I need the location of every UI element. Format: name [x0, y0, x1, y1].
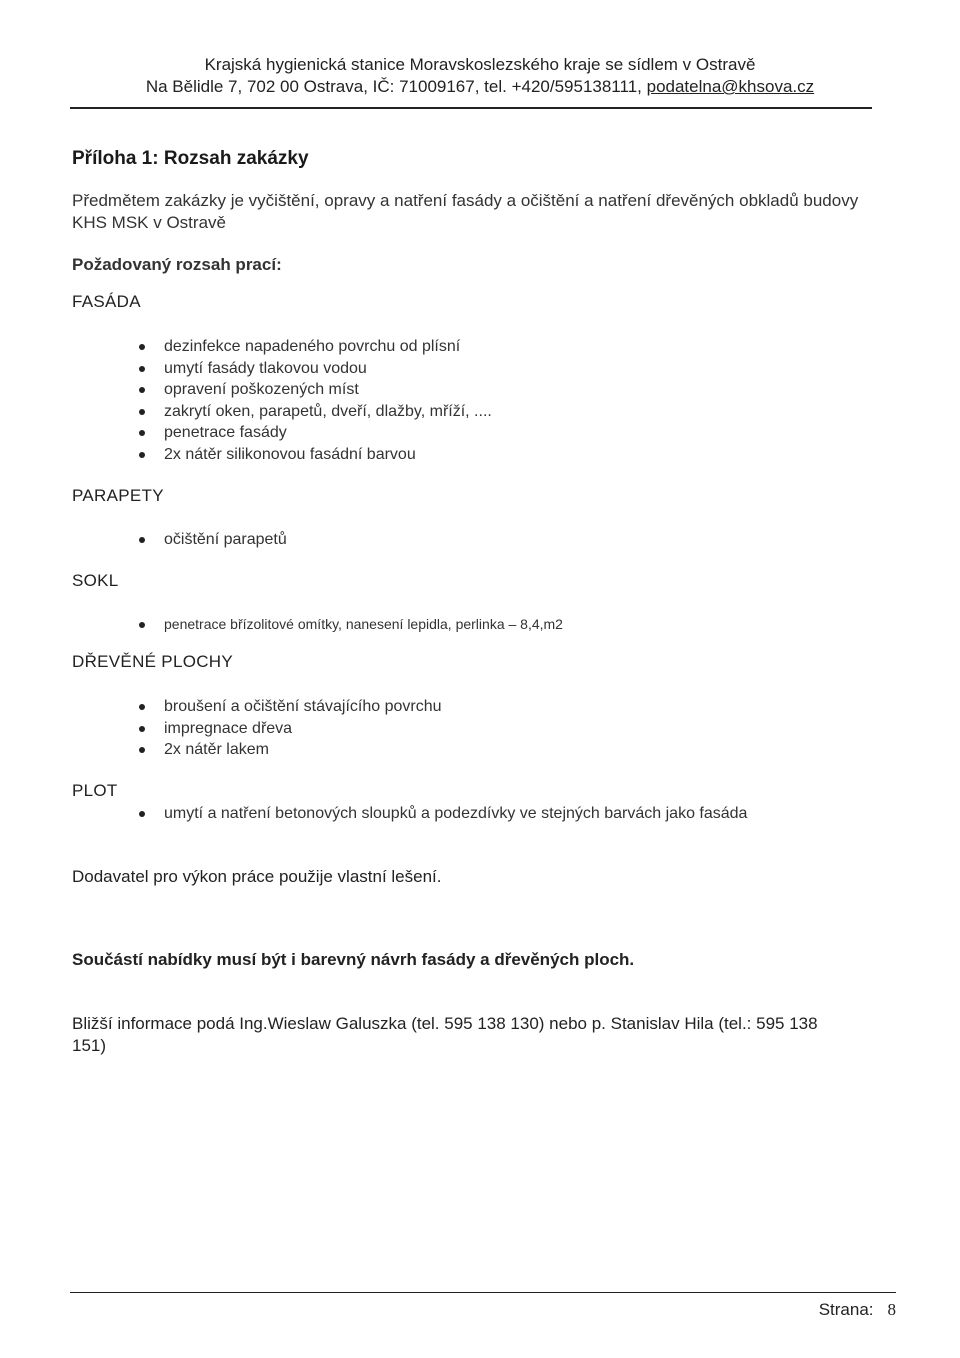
list-item-text: opravení poškozených míst	[164, 381, 359, 399]
letterhead-address-text: Na Bělidle 7, 702 00 Ostrava, IČ: 71009167, tel. +420/595138111,	[145, 77, 647, 96]
scaffolding-note: Dodavatel pro výkon práce použije vlastní lešení.	[72, 867, 442, 886]
list-item	[139, 803, 747, 825]
list-item-text: impregnace dřeva	[164, 719, 293, 737]
bullet-icon	[139, 537, 145, 543]
bullet-icon	[139, 409, 145, 415]
bullet-icon	[139, 622, 145, 628]
list-item-text: penetrace fasády	[164, 424, 287, 442]
list-item	[139, 529, 287, 551]
bullet-icon	[139, 387, 145, 393]
bullet-icon	[139, 704, 145, 710]
page-number	[819, 1300, 896, 1320]
section-label-sokl: SOKL	[72, 571, 119, 590]
list-item	[139, 422, 492, 444]
list-item-text: umytí a natření betonových sloupků a podezdívky ve stejných barvách jako fasáda	[164, 805, 748, 822]
list-item-text: penetrace břízolitové omítky, nanesení lepidla, perlinka – 8,4,m2	[164, 616, 563, 632]
list-item	[139, 718, 442, 740]
drevene-plochy-list	[139, 696, 442, 761]
list-item-text: zakrytí oken, parapetů, dveří, dlažby, mříží, ....	[164, 402, 492, 420]
bullet-icon	[139, 430, 145, 436]
bid-requirement: Součástí nabídky musí být i barevný návrh fasády a dřevěných ploch.	[72, 950, 635, 969]
page-number-value: 8	[887, 1300, 896, 1319]
list-item	[139, 739, 442, 761]
list-item	[139, 401, 492, 423]
list-item	[139, 614, 563, 636]
page-title: Příloha 1: Rozsah zakázky	[72, 148, 309, 169]
plot-list	[139, 803, 747, 825]
letterhead-organization: Krajská hygienická stanice Moravskoslezského kraje se sídlem v Ostravě	[204, 55, 756, 74]
list-item	[139, 444, 492, 466]
required-scope-heading: Požadovaný rozsah prací:	[72, 255, 282, 274]
bullet-icon	[139, 344, 145, 350]
letterhead-email-link[interactable]: podatelna@khsova.cz	[646, 77, 815, 96]
header-divider	[70, 107, 872, 109]
list-item-text: umytí fasády tlakovou vodou	[164, 359, 367, 377]
bullet-icon	[139, 452, 145, 458]
list-item-text: 2x nátěr lakem	[164, 741, 269, 759]
footer-divider	[70, 1292, 896, 1293]
section-label-fasada: FASÁDA	[72, 292, 141, 311]
list-item-text: broušení a očištění stávajícího povrchu	[164, 698, 442, 715]
list-item-text: 2x nátěr silikonovou fasádní barvou	[164, 445, 416, 463]
letterhead-address	[0, 76, 960, 98]
list-item-text: dezinfekce napadeného povrchu od plísní	[164, 338, 461, 355]
section-label-drevene-plochy: DŘEVĚNÉ PLOCHY	[72, 652, 234, 671]
section-label-parapety: PARAPETY	[72, 486, 164, 505]
page-number-label: Strana:	[818, 1300, 874, 1319]
list-item	[139, 358, 492, 380]
parapety-list	[139, 529, 287, 551]
bullet-icon	[139, 747, 145, 753]
list-item	[139, 379, 492, 401]
bullet-icon	[139, 726, 145, 732]
list-item-text: očištění parapetů	[164, 531, 287, 548]
bullet-icon	[139, 366, 145, 372]
contact-info: Bližší informace podá Ing.Wieslaw Galuszka (tel. 595 138 130) nebo p. Stanislav Hila (tel.: 595 138 151)	[72, 1014, 818, 1055]
intro-paragraph: Předmětem zakázky je vyčištění, opravy a natření fasády a očištění a natření dřevěných obkladů budovy KHS MSK v Ostravě	[72, 191, 859, 232]
bullet-icon	[139, 811, 145, 817]
letterhead	[0, 54, 960, 98]
list-item	[139, 336, 492, 358]
sokl-list	[139, 614, 563, 636]
section-label-plot: PLOT	[72, 781, 118, 800]
fasada-list	[139, 336, 492, 466]
list-item	[139, 696, 442, 718]
